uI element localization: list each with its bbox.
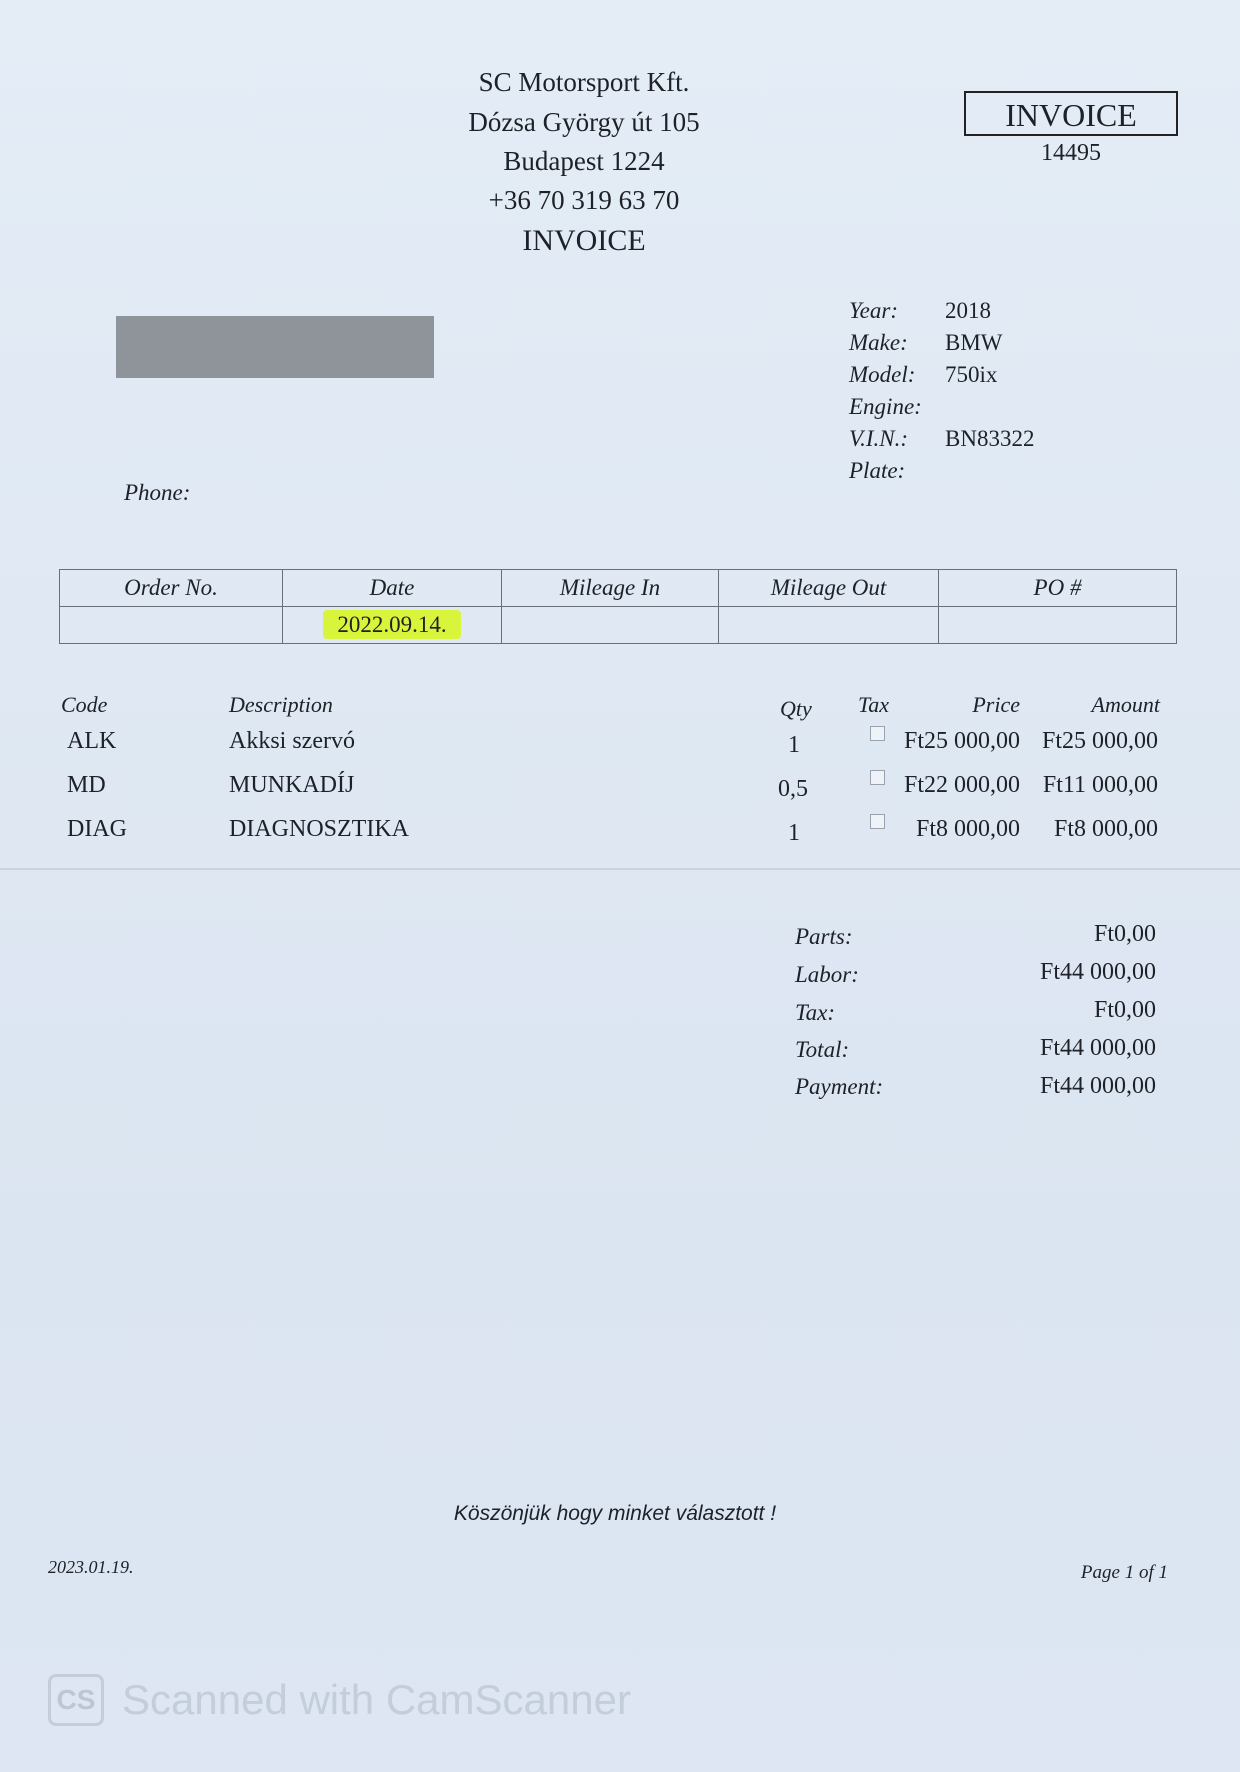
item-code: ALK (67, 728, 117, 754)
payment-value: Ft44 000,00 (1039, 1073, 1156, 1099)
code-column-header: Code (61, 692, 108, 717)
invoice-number: 14495 (1041, 140, 1101, 166)
item-code: DIAG (67, 816, 127, 842)
item-amount: Ft11 000,00 (1042, 772, 1158, 798)
grand-total-value: Ft44 000,00 (1039, 1035, 1156, 1061)
vehicle-year-label: Year: (849, 298, 898, 323)
item-qty: 1 (788, 820, 800, 846)
order-no-value (60, 607, 283, 644)
company-phone: +36 70 319 63 70 (488, 185, 680, 215)
vehicle-make-label: Make: (849, 330, 908, 355)
order-info-table (59, 569, 1177, 644)
print-date: 2023.01.19. (48, 1557, 134, 1577)
date-header: Date (283, 570, 502, 607)
tax-total-label: Tax: (795, 1000, 836, 1025)
item-code: MD (67, 772, 106, 798)
mileage-in-value (502, 607, 719, 644)
item-price: Ft8 000,00 (915, 816, 1020, 842)
qty-column-header: Qty (780, 696, 812, 721)
price-column-header: Price (972, 692, 1020, 717)
redacted-customer-address (116, 316, 434, 378)
item-price: Ft25 000,00 (903, 728, 1020, 754)
camscanner-logo-icon: CS (48, 1674, 104, 1726)
item-qty: 1 (788, 732, 800, 758)
tax-column-header: Tax (858, 692, 889, 717)
item-description: DIAGNOSZTIKA (229, 816, 409, 842)
mileage-out-value (719, 607, 939, 644)
vehicle-plate-label: Plate: (849, 458, 906, 483)
item-description: Akksi szervó (229, 728, 355, 754)
vehicle-year-value: 2018 (945, 298, 991, 323)
po-number-header: PO # (939, 570, 1177, 607)
line-item-row (0, 816, 1240, 856)
camscanner-watermark: Scanned with CamScanner (122, 1676, 631, 1723)
item-price: Ft22 000,00 (903, 772, 1020, 798)
mileage-out-header: Mileage Out (719, 570, 939, 607)
customer-phone-label: Phone: (124, 480, 191, 505)
item-amount: Ft25 000,00 (1041, 728, 1158, 754)
page-number: Page 1 of 1 (1080, 1562, 1168, 1583)
tax-total-value: Ft0,00 (1093, 997, 1156, 1023)
line-item-row (0, 728, 1240, 768)
thank-you-message: Köszönjük hogy minket választott ! (453, 1502, 777, 1525)
vehicle-engine-label: Engine: (849, 394, 922, 419)
company-address: Dózsa György út 105 (468, 107, 700, 137)
parts-total-label: Parts: (795, 924, 853, 949)
mileage-in-header: Mileage In (502, 570, 719, 607)
line-item-row (0, 772, 1240, 812)
labor-total-value: Ft44 000,00 (1039, 959, 1156, 985)
parts-total-value: Ft0,00 (1093, 921, 1156, 947)
vehicle-vin-value: BN83322 (945, 426, 1035, 451)
order-table-header-row (60, 570, 1177, 607)
vehicle-make-value: BMW (945, 330, 1003, 355)
po-number-value (939, 607, 1177, 644)
item-qty: 0,5 (778, 776, 808, 802)
document-title: INVOICE (522, 224, 646, 257)
date-value-highlighted: 2022.09.14. (323, 610, 460, 639)
item-description: MUNKADÍJ (229, 772, 355, 798)
vehicle-vin-label: V.I.N.: (849, 426, 908, 451)
order-no-header: Order No. (60, 570, 283, 607)
company-name: SC Motorsport Kft. (478, 67, 690, 97)
paper-fold-line (0, 868, 1240, 870)
description-column-header: Description (229, 692, 333, 717)
item-amount: Ft8 000,00 (1053, 816, 1158, 842)
amount-column-header: Amount (1091, 692, 1160, 717)
order-table-value-row (60, 607, 1177, 644)
grand-total-label: Total: (795, 1037, 850, 1062)
company-city: Budapest 1224 (503, 146, 665, 176)
vehicle-model-label: Model: (849, 362, 916, 387)
labor-total-label: Labor: (795, 962, 859, 987)
payment-label: Payment: (795, 1074, 884, 1099)
invoice-label-box: INVOICE (964, 91, 1178, 136)
vehicle-model-value: 750ix (945, 362, 998, 387)
date-cell (283, 607, 502, 644)
